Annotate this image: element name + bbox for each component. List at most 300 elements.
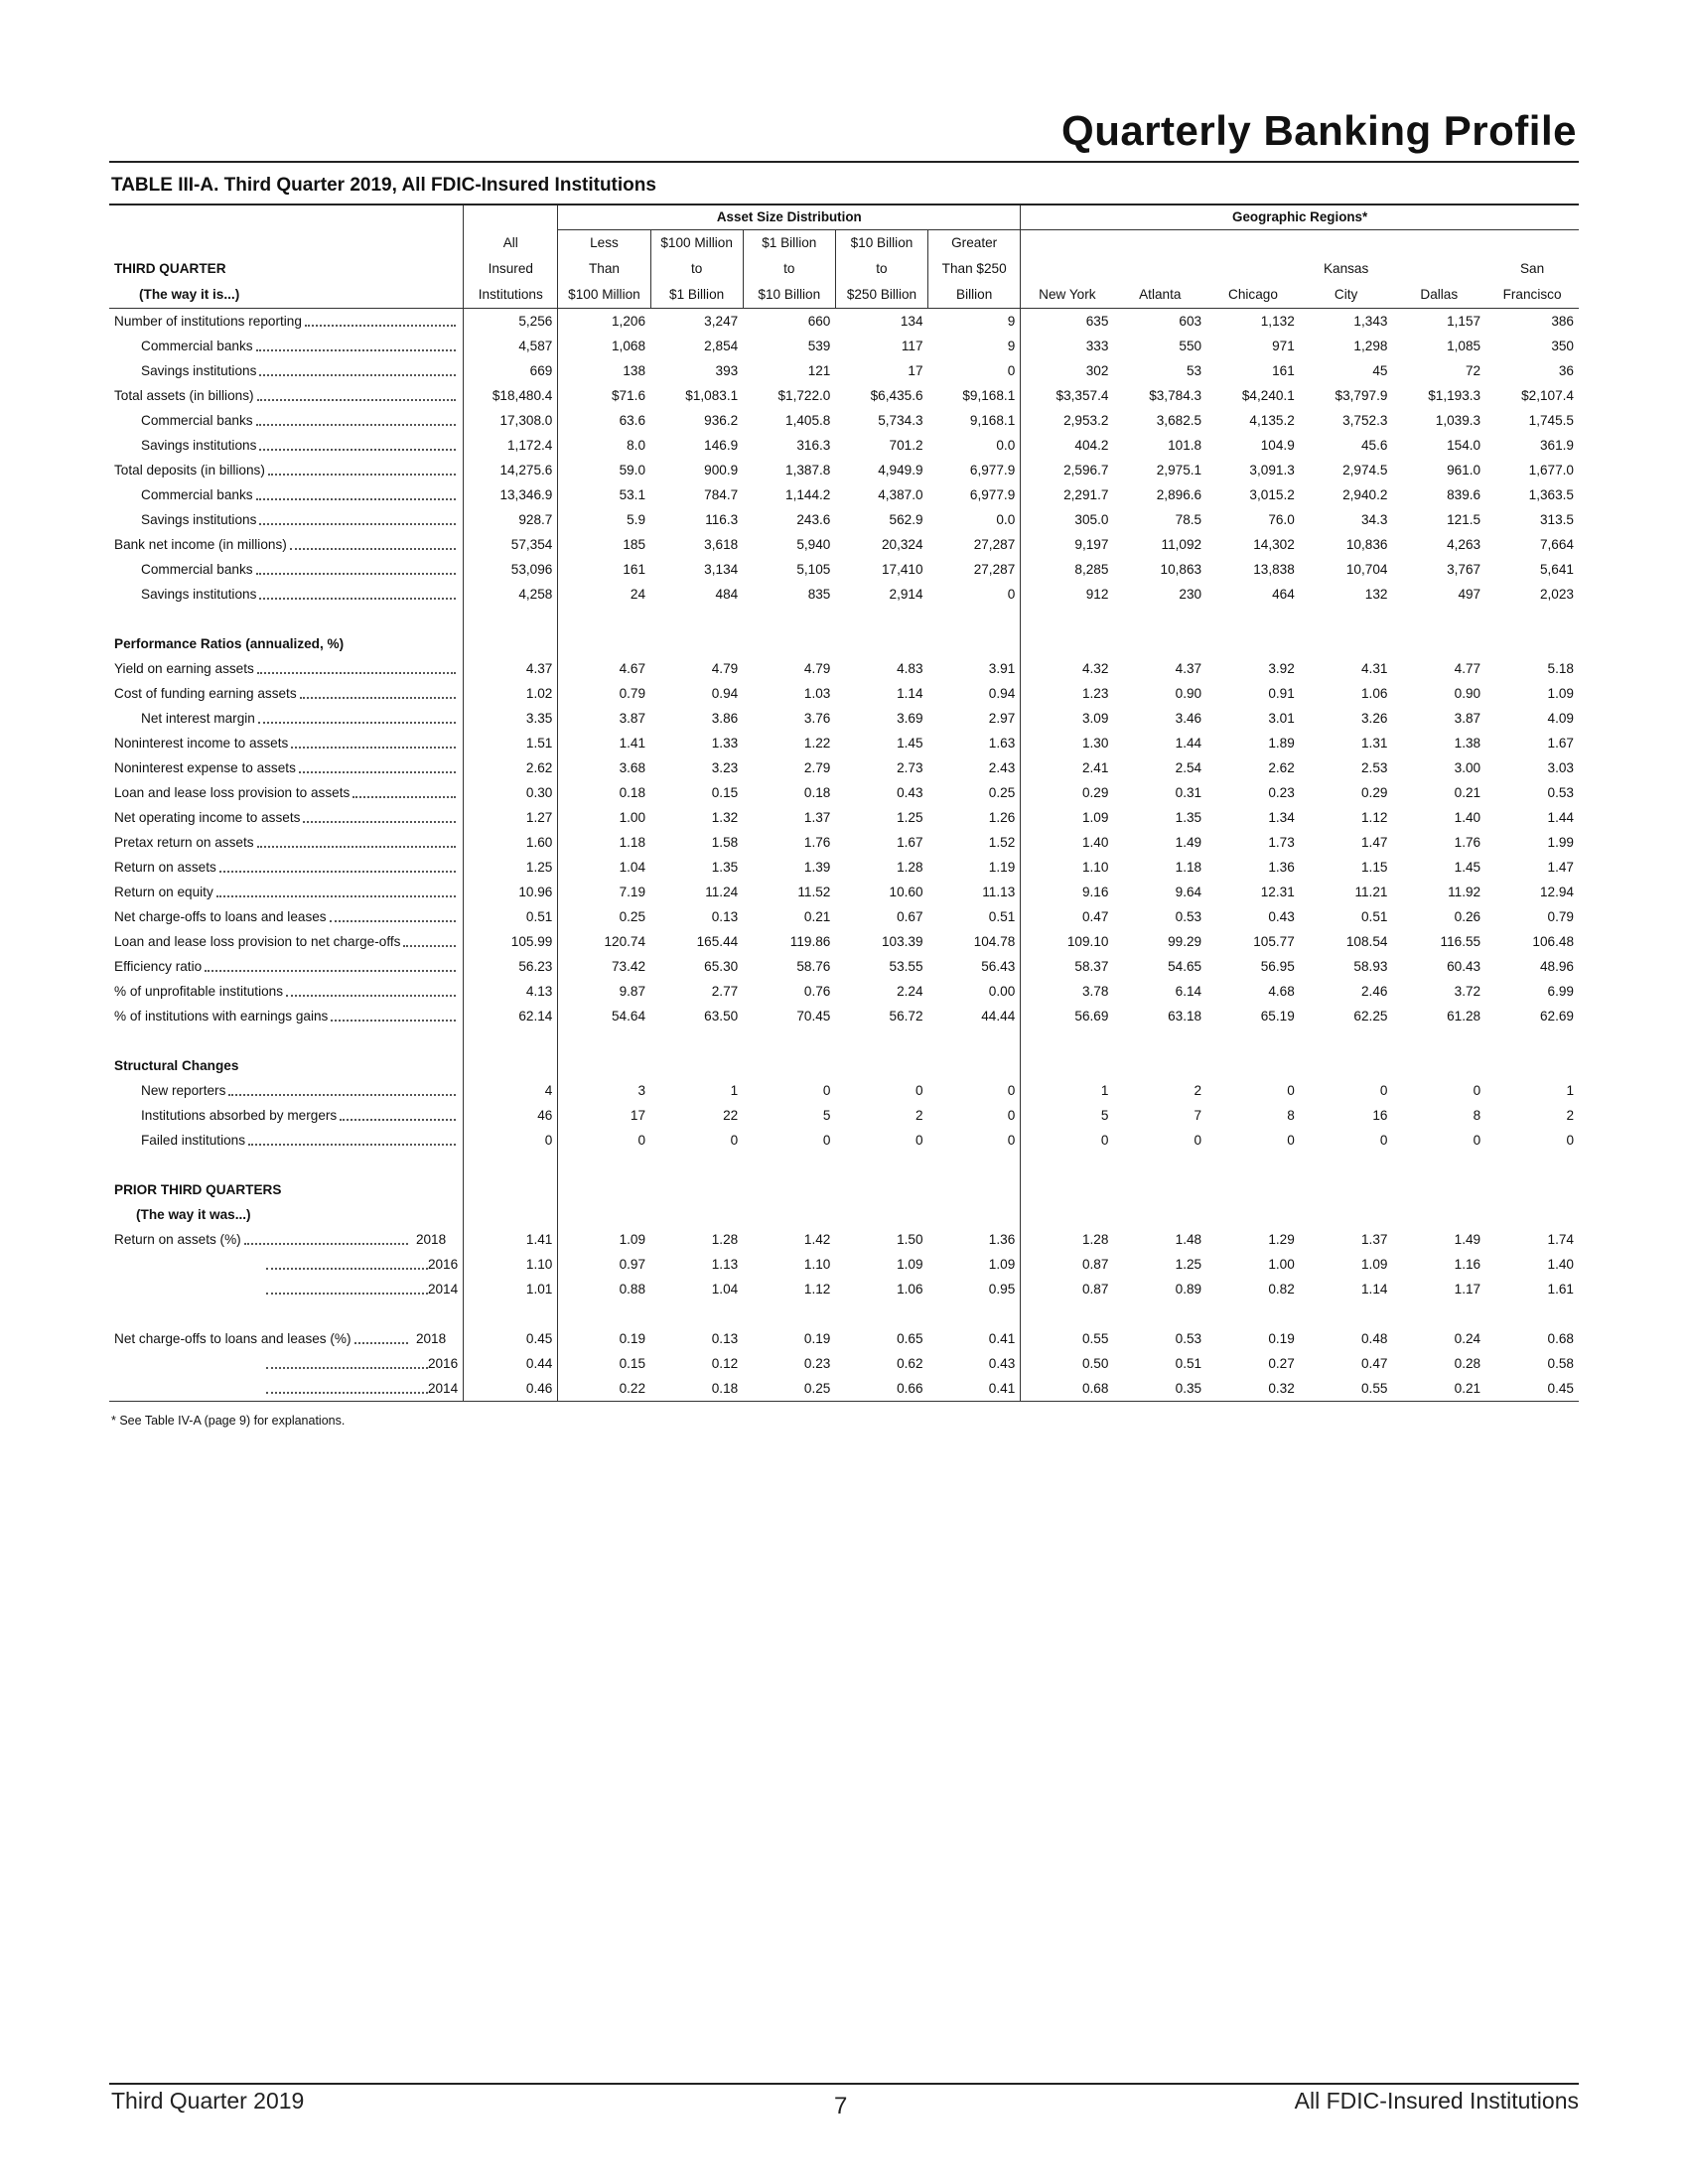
table-cell: 46 [464,1103,558,1128]
table-cell: 784.7 [704,487,739,502]
table-cell: 7.19 [619,885,646,899]
leader-dots [331,1019,456,1022]
table-cell: 185 [623,537,646,552]
group-header-geographic: Geographic Regions* [1021,205,1579,230]
table-cell: 0.58 [1547,1356,1574,1371]
table-cell: 361.9 [1539,438,1574,453]
table-cell: 1.25 [1175,1257,1202,1272]
table-cell: 1.19 [928,855,1021,880]
table-row [109,1078,1579,1103]
table-cell: 2.97 [928,706,1021,731]
table-header [109,205,1579,309]
table-cell: 2,896.6 [1156,487,1202,502]
spacer-row [109,607,1579,631]
table-cell: 1.04 [711,1282,739,1297]
table-cell: 0 [1379,1133,1388,1148]
table-cell: 1,363.5 [1528,487,1574,502]
row-label [114,1376,458,1401]
table-cell: 0.51 [1175,1356,1202,1371]
table-cell: 1.47 [1360,835,1388,850]
leader-dots [219,870,456,873]
row-label-text: Bank net income (in millions) [114,537,287,552]
table-cell: 1.49 [1175,835,1202,850]
table-cell: 17,308.0 [464,408,558,433]
table-cell: 0.67 [897,909,923,924]
table-cell: 134 [900,314,923,329]
table-cell: 3.09 [1081,711,1109,726]
table-cell: 116.3 [705,512,739,527]
table-row [109,830,1579,855]
table-cell: 0.68 [1021,1376,1114,1402]
table-cell: $71.6 [612,388,646,403]
column-header [1485,230,1579,257]
table-cell: 0.22 [558,1376,650,1402]
table-cell: 1.44 [1547,810,1574,825]
row-label-text: Loan and lease loss provision to assets [114,785,351,800]
row-label-text: New reporters [141,1083,226,1098]
row-label [114,979,458,1004]
table-cell: 105.77 [1253,934,1295,949]
table-cell: 0.46 [464,1376,558,1402]
table-cell: 0.29 [1081,785,1109,800]
table-cell: 63.50 [704,1009,739,1024]
row-year: 2018 [415,1331,447,1346]
table-cell: 3,752.3 [1342,413,1388,428]
table-cell: 9 [928,309,1021,335]
table-cell: 104.9 [1260,438,1295,453]
table-cell: 0.47 [1360,1356,1388,1371]
table-cell: 1.58 [711,835,739,850]
table-body [109,309,1579,1402]
table-cell: 0.50 [1081,1356,1109,1371]
table-row [109,1103,1579,1128]
table-cell: 0.94 [711,686,739,701]
table-cell: 0.65 [897,1331,923,1346]
leader-dots [256,497,457,500]
row-year: 2016 [427,1356,459,1371]
table-cell: 0 [914,1133,923,1148]
table-row [109,880,1579,904]
row-label [114,954,458,979]
row-label-text: % of institutions with earnings gains [114,1009,329,1024]
table-cell: 1.09 [928,1252,1021,1277]
table-cell: 2.54 [1175,760,1202,775]
table-cell: 5,940 [796,537,831,552]
table-row [109,979,1579,1004]
table-cell: 3.91 [928,656,1021,681]
table-cell: 900.9 [704,463,739,478]
table-row [109,1351,1579,1376]
table-cell: 5,641 [1539,562,1574,577]
table-cell: 4,949.9 [878,463,923,478]
table-cell: 56.72 [889,1009,923,1024]
table-cell: 0 [928,1078,1021,1103]
table-cell: 154.0 [1447,438,1481,453]
table-cell: 63.18 [1168,1009,1202,1024]
table-cell: 393 [715,363,739,378]
table-cell: 117 [901,339,923,353]
table-cell: 9.87 [619,984,646,999]
table-cell: 0 [730,1133,739,1148]
table-cell: 1.49 [1454,1232,1481,1247]
table-cell: 2.24 [897,984,923,999]
table-cell: 1.18 [619,835,646,850]
table-row [109,1252,1579,1277]
table-title: TABLE III-A. Third Quarter 2019, All FDIC-Insured Institutions [111,175,656,196]
leader-dots [259,597,456,600]
table-cell: 404.2 [1074,438,1109,453]
table-cell: 9.16 [1081,885,1109,899]
table-row [109,532,1579,557]
table-cell: 1 [1566,1083,1574,1098]
group-header-asset-size: Asset Size Distribution [558,205,1021,230]
table-cell: 3,682.5 [1156,413,1202,428]
table-cell: 6.14 [1175,984,1202,999]
row-label-text: Return on assets (%) [114,1232,241,1247]
table-cell: 2.53 [1360,760,1388,775]
data-table-wrapper [109,204,1579,1402]
column-header [1206,230,1300,257]
table-cell: 10,704 [1345,562,1388,577]
table-cell: 36 [1558,363,1574,378]
table-cell: 4.37 [464,656,558,681]
row-label [114,1103,458,1128]
table-cell: 1.67 [1547,736,1574,751]
leader-dots [266,1292,428,1295]
table-cell: 1.41 [464,1227,558,1252]
table-cell: 0.95 [928,1277,1021,1301]
column-header [1113,256,1206,282]
table-cell: 4.79 [711,661,739,676]
table-cell: 1.30 [1081,736,1109,751]
row-label [114,309,458,334]
table-cell: 6,977.9 [928,458,1021,482]
table-cell: 3.69 [897,711,923,726]
table-cell: 0.62 [897,1356,923,1371]
header-row [109,230,1579,257]
table-cell: 0.91 [1268,686,1295,701]
leader-dots [205,969,456,972]
leader-dots [266,1391,428,1394]
table-cell: 0.47 [1081,909,1109,924]
table-cell: 24 [630,587,646,602]
table-cell: 165.44 [696,934,739,949]
section-structural [109,1053,1579,1078]
table-cell: 56.43 [928,954,1021,979]
table-cell: 0 [1566,1133,1574,1148]
table-cell: 65.19 [1260,1009,1295,1024]
table-cell: 22 [723,1108,739,1123]
table-row [109,1004,1579,1028]
spacer-row [109,1301,1579,1326]
row-year: 2016 [427,1257,459,1272]
table-cell: 53,096 [464,557,558,582]
leader-dots [248,1143,456,1146]
table-cell: 70.45 [796,1009,831,1024]
header-rule [109,161,1579,163]
table-row [109,458,1579,482]
table-cell: 8 [1287,1108,1295,1123]
leader-dots [340,1118,456,1121]
table-cell: 1.38 [1454,736,1481,751]
table-cell: 0.51 [1360,909,1388,924]
row-label-text: Net charge-offs to loans and leases (%) [114,1331,352,1346]
table-cell: 0.18 [650,1376,743,1402]
row-label [114,1004,458,1028]
table-cell: 0.0 [928,433,1021,458]
table-cell: 0.43 [928,1351,1021,1376]
table-cell: 1.15 [1360,860,1388,875]
table-cell: 0.24 [1454,1331,1481,1346]
table-cell: 0.79 [619,686,646,701]
row-label-text: Commercial banks [141,339,253,353]
table-row [109,433,1579,458]
leader-dots [256,572,457,575]
table-cell: 0.43 [897,785,923,800]
table-cell: 3,134 [704,562,739,577]
table-row [109,1227,1579,1252]
row-label-text: Cost of funding earning assets [114,686,297,701]
table-cell: 1.06 [1360,686,1388,701]
leader-dots [290,547,456,550]
table-cell: 313.5 [1539,512,1574,527]
leader-dots [303,820,456,823]
table-cell: 3,091.3 [1249,463,1295,478]
table-cell: 34.3 [1360,512,1388,527]
table-cell: $3,784.3 [1149,388,1202,403]
table-cell: 0.45 [464,1326,558,1351]
table-cell: 1.40 [1081,835,1109,850]
row-label-text: Institutions absorbed by mergers [141,1108,338,1123]
column-header: $10 Billion [835,230,927,257]
table-cell: 4,387.0 [878,487,923,502]
table-cell: 1.10 [803,1257,831,1272]
table-cell: 302 [1085,363,1109,378]
table-cell: 0 [928,358,1021,383]
table-cell: 10,836 [1345,537,1388,552]
table-cell: 669 [464,358,558,383]
table-cell: 4.68 [1268,984,1295,999]
column-header [1021,230,1114,257]
table-cell: 48.96 [1539,959,1574,974]
section-title: Structural Changes [109,1053,464,1078]
table-cell: 8,285 [1074,562,1109,577]
table-cell: 1.73 [1268,835,1295,850]
table-cell: 1.09 [1360,1257,1388,1272]
table-cell: 1,298 [1353,339,1388,353]
table-cell: 0.79 [1547,909,1574,924]
table-cell: 2 [1566,1108,1574,1123]
table-cell: 0.53 [1547,785,1574,800]
table-cell: 0.41 [928,1326,1021,1351]
table-cell: 0.90 [1454,686,1481,701]
table-cell: 0.15 [619,1356,646,1371]
table-cell: 5.9 [627,512,646,527]
table-cell: 0.13 [711,1331,739,1346]
table-cell: 10,863 [1160,562,1202,577]
footer-rule [109,2083,1579,2085]
table-row [109,1376,1579,1402]
row-label [114,681,458,706]
table-cell: 0 [464,1128,558,1153]
table-cell: 5 [1100,1108,1109,1123]
leader-dots [403,944,456,947]
table-cell: 0 [1287,1133,1295,1148]
table-cell: 0.21 [803,909,831,924]
spacer-row [109,1028,1579,1053]
table-cell: 161 [623,562,646,577]
table-cell: 497 [1458,587,1481,602]
column-header: All [464,230,558,257]
row-label-text: Net operating income to assets [114,810,301,825]
leader-dots [256,423,457,426]
table-cell: 1.35 [1175,810,1202,825]
table-cell: 562.9 [889,512,923,527]
column-header: Chicago [1206,282,1300,309]
table-cell: 108.54 [1345,934,1388,949]
table-cell: 464 [1272,587,1295,602]
table-cell: 53 [1186,363,1202,378]
table-cell: 6,977.9 [928,482,1021,507]
row-label [114,755,458,780]
table-cell: 10.60 [889,885,923,899]
table-cell: 1.09 [619,1232,646,1247]
leader-dots [352,795,456,798]
table-cell: 9,197 [1074,537,1109,552]
row-label [114,855,458,880]
table-cell: 1,157 [1447,314,1481,329]
table-cell: 7 [1194,1108,1202,1123]
row-label [114,656,458,681]
table-cell: 0.43 [1268,909,1295,924]
table-cell: 4.09 [1547,711,1574,726]
table-cell: 1.17 [1454,1282,1481,1297]
table-cell: 1.89 [1268,736,1295,751]
leader-dots [330,919,457,922]
table-cell: 1.09 [1547,686,1574,701]
table-cell: $4,240.1 [1241,388,1295,403]
table-cell: 0.48 [1360,1331,1388,1346]
row-label-text: Commercial banks [141,562,253,577]
row-label-text: Commercial banks [141,413,253,428]
column-header: to [835,256,927,282]
table-cell: 105.99 [464,929,558,954]
row-label-text: Commercial banks [141,487,253,502]
table-cell: 1.00 [619,810,646,825]
header-row [109,282,1579,309]
table-row [109,358,1579,383]
table-cell: 0.51 [928,904,1021,929]
table-cell: 3.26 [1360,711,1388,726]
table-cell: 1.28 [711,1232,739,1247]
table-cell: 0.27 [1268,1356,1295,1371]
table-cell: 45.6 [1360,438,1388,453]
table-cell: 13,838 [1253,562,1295,577]
row-label [114,408,458,433]
table-cell: 1,206 [612,314,646,329]
table-cell: 2,974.5 [1342,463,1388,478]
table-cell: 54.64 [612,1009,646,1024]
table-cell: 0.0 [928,507,1021,532]
table-cell: 603 [1179,314,1202,329]
table-cell: 62.69 [1539,1009,1574,1024]
leader-dots [257,671,456,674]
table-cell: 116.55 [1440,934,1481,949]
table-cell: 27,287 [928,557,1021,582]
column-header [1300,230,1393,257]
row-label-text: Loan and lease loss provision to net charge-offs [114,934,401,949]
leader-dots [257,398,457,401]
leader-dots [266,1267,428,1270]
header-row [109,256,1579,282]
table-cell: 63.6 [619,413,646,428]
column-header: $100 Million [558,282,650,309]
table-cell: 4 [464,1078,558,1103]
table-cell: 44.44 [928,1004,1021,1028]
table-cell: 4,258 [464,582,558,607]
table-cell: 3.68 [619,760,646,775]
table-cell: 1.12 [1360,810,1388,825]
table-cell: 4.32 [1081,661,1109,676]
table-cell: 3 [637,1083,646,1098]
table-cell: 1.33 [711,736,739,751]
table-row [109,1277,1579,1301]
table-cell: 11,092 [1161,537,1202,552]
table-cell: 1.50 [897,1232,923,1247]
table-cell: 1.18 [1175,860,1202,875]
table-cell: 3.87 [1454,711,1481,726]
table-cell: $3,797.9 [1335,388,1388,403]
column-header: Greater [928,230,1021,257]
table-cell: 1.45 [1454,860,1481,875]
table-cell: 0.19 [803,1331,831,1346]
table-cell: 76.0 [1268,512,1295,527]
leader-dots [259,448,456,451]
row-year: 2014 [427,1381,459,1396]
table-cell: 1 [1100,1083,1109,1098]
table-cell: 2,953.2 [1063,413,1109,428]
table-cell: 17,410 [881,562,923,577]
table-cell: 316.3 [796,438,831,453]
leader-dots [266,1366,428,1369]
table-cell: 2.62 [1268,760,1295,775]
data-table [109,204,1579,1402]
table-cell: 3,015.2 [1249,487,1295,502]
table-cell: 1.40 [1547,1257,1574,1272]
table-cell: 119.86 [789,934,831,949]
table-cell: 0 [822,1083,831,1098]
table-cell: 9 [928,334,1021,358]
table-cell: 1.31 [1360,736,1388,751]
table-cell: 0.25 [619,909,646,924]
table-cell: 0 [1379,1083,1388,1098]
row-label-text: Savings institutions [141,587,257,602]
table-cell: 2.79 [803,760,831,775]
table-cell: 1.67 [897,835,923,850]
table-cell: 2,940.2 [1342,487,1388,502]
table-cell: 0 [1287,1083,1295,1098]
row-label [114,433,458,458]
table-cell: 65.30 [704,959,739,974]
table-cell: 0.55 [1081,1331,1109,1346]
table-cell: 0 [637,1133,646,1148]
table-cell: 3.00 [1454,760,1481,775]
column-header [1206,256,1300,282]
table-cell: 1.23 [1081,686,1109,701]
table-cell: 120.74 [604,934,646,949]
table-cell: 1.41 [619,736,646,751]
table-cell: 58.37 [1074,959,1109,974]
